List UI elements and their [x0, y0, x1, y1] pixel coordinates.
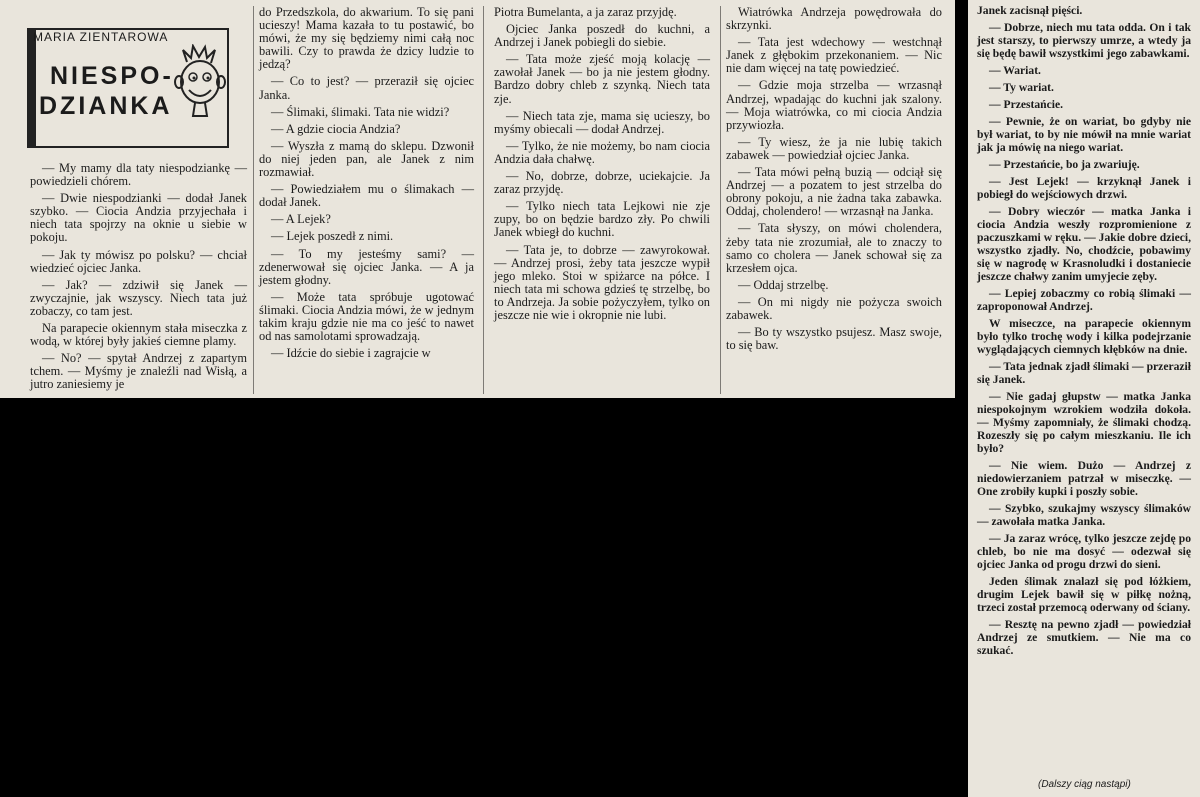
paragraph: Jeden ślimak znalazł się pod łóżkiem, drugim Lejek bawił się w piłkę nożną, trzeci został przemocą oderwany od ściany.	[977, 575, 1191, 614]
paragraph: — Tylko niech tata Lejkowi nie zje zupy, bo on będzie bardzo zły. Po chwili Janek wbiegł do kuchni.	[494, 199, 710, 240]
paragraph: — Jak? — zdziwił się Janek — zwyczajnie, jak wszyscy. Niech tata już zobaczy, co tam jest.	[30, 277, 247, 318]
paragraph: — Ślimaki, ślimaki. Tata nie widzi?	[271, 104, 450, 119]
paragraph: Wiatrówka Andrzeja powędrowała do skrzynki.	[726, 5, 942, 33]
paragraph: — Oddaj strzelbę.	[738, 277, 829, 292]
paragraph: — Ty wariat.	[989, 81, 1054, 94]
column-divider	[720, 6, 721, 394]
paragraph: — Jest Lejek! — krzyknął Janek i pobiegł do wejściowych drzwi.	[977, 175, 1191, 201]
text-column-1	[30, 162, 247, 396]
paragraph: — Lejek poszedł z nimi.	[271, 229, 394, 244]
text-column-5	[977, 4, 1191, 661]
paragraph: — Pewnie, że on wariat, bo gdyby nie był wariat, to by nie mówił na mnie wariat jak ja mówię na niego wariat.	[977, 115, 1191, 154]
text-column-4	[726, 6, 942, 356]
paragraph: — Idźcie do siebie i zagrajcie w	[271, 346, 431, 361]
paragraph: — Dobry wieczór — matka Janka i ciocia Andzia weszły rozpromienione z paczuszkami w ręku. — Jakie dobre dzieci, wszystko zjadły. No, chodźcie, pobawimy się w nagrodę w Krasnoludki i dostaniecie jeszcze chałwy zanim umyjecie zęby.	[977, 205, 1191, 283]
paragraph: — Ja zaraz wrócę, tylko jeszcze zejdę po chleb, bo nie ma dosyć — odezwał się ojciec Janka od progu drzwi do sieni.	[977, 532, 1191, 571]
paragraph: — Tata mówi pełną buzią — odciął się Andrzej — a pozatem to jest strzelba do obrony pokoju, a nie żadna taka zabawka. Oddaj, cholendero! — wrzasnął na Janka.	[726, 165, 942, 219]
paragraph: — No? — spytał Andrzej z zapartym tchem. — Myśmy je znaleźli nad Wisłą, a jutro zaniesiemy je	[30, 351, 247, 392]
paragraph: — Lepiej zobaczmy co robią ślimaki — zaproponował Andrzej.	[977, 287, 1191, 313]
continued-note: (Dalszy ciąg nastąpi)	[1038, 779, 1131, 790]
paragraph: — Przestańcie.	[989, 98, 1064, 111]
paragraph: W miseczce, na parapecie okiennym było tylko trochę wody i kilka podejrzanie wyglądających ciemnych kłębków na dnie.	[977, 317, 1191, 356]
paragraph: — Powiedziałem mu o ślimakach — dodał Janek.	[259, 182, 474, 210]
newspaper-page-main	[0, 0, 955, 398]
author-name: MARIA ZIENTAROWA	[33, 30, 169, 44]
paragraph: — A Lejek?	[271, 212, 331, 227]
paragraph: — A gdzie ciocia Andzia?	[271, 121, 401, 136]
story-title-line2: DZIANKA	[39, 92, 173, 120]
paragraph: — Tata je, to dobrze — zawyrokował. — Andrzej prosi, żeby tata jeszcze wypił jego mleko. Stoi w spiżarce na półce. I niech tata mi schowa gdzieś tę strzelbę, bo to Andrzeja. Ja sobie pożyczyłem, tylko on jeszcze nie wie i okropnie nie lubi.	[494, 242, 710, 322]
paragraph: — Szybko, szukajmy wszyscy ślimaków — zawołała matka Janka.	[977, 502, 1191, 528]
newspaper-page-continuation	[968, 0, 1200, 797]
paragraph: — Tata może zjeść moją kolację — zawołał Janek — bo ja nie jestem głodny. Bardzo dobry chleb z szynką. Niech tata zje.	[494, 52, 710, 106]
text-column-2	[259, 6, 474, 364]
paragraph: — Co to jest? — przeraził się ojciec Janka.	[259, 74, 474, 102]
paragraph: — Ty wiesz, że ja nie lubię takich zabawek — powiedział ojciec Janka.	[726, 134, 942, 162]
paragraph: Na parapecie okiennym stała miseczka z wodą, w której były jakieś ciemne plamy.	[30, 321, 247, 349]
paragraph: — Przestańcie, bo ja zwariuję.	[989, 158, 1140, 171]
column-divider	[253, 6, 254, 394]
paragraph: do Przedszkola, do akwarium. To się pani ucieszy! Mama kazała to tu postawić, bo mówi, że my się będziemy nimi całą noc bawili. Czy to prawda że dzicy ludzie to jedzą?	[259, 5, 474, 72]
story-title-line1: NIESPO-	[50, 62, 174, 90]
paragraph: — On mi nigdy nie pożycza swoich zabawek.	[726, 294, 942, 322]
text-column-3	[494, 6, 710, 326]
paragraph: — Wariat.	[989, 64, 1041, 77]
paragraph: — Wyszła z mamą do sklepu. Dzwonił do niej jeden pan, ale Janek z nim rozmawiał.	[259, 138, 474, 180]
paragraph: — No, dobrze, dobrze, uciekajcie. Ja zaraz przyjdę.	[494, 169, 710, 197]
paragraph: — Bo ty wszystko psujesz. Masz swoje, to się baw.	[726, 325, 942, 353]
paragraph: — Tylko, że nie możemy, bo nam ciocia Andzia dała chałwę.	[494, 138, 710, 166]
paragraph: — Niech tata zje, mama się ucieszy, bo myśmy obiecali — dodał Andrzej.	[494, 108, 710, 136]
paragraph: — My mamy dla taty niespodziankę — powiedzieli chórem.	[30, 161, 247, 189]
paragraph: — Gdzie moja strzelba — wrzasnął Andrzej, wpadając do kuchni jak szalony. — Moja wiatrówka, co mi ciocia Andzia przywiozła.	[726, 78, 942, 132]
paragraph: — Może tata spróbuje ugotować ślimaki. Ciocia Andzia mówi, że w jednym takim kraju gdzie nie ma co jeść to nawet od nas samolotami sprowadzają.	[259, 289, 474, 344]
paragraph: — Resztę na pewno zjadł — powiedział Andrzej ze smutkiem. — Nie ma co szukać.	[977, 618, 1191, 657]
paragraph: — Tata słyszy, on mówi cholendera, żeby tata nie zrozumiał, ale to znaczy to samo co cholera — Janek schował się za krzesłem ojca.	[726, 221, 942, 275]
story-header	[27, 28, 229, 148]
paragraph: Janek zacisnął pięści.	[977, 4, 1083, 17]
paragraph: Piotra Bumelanta, a ja zaraz przyjdę.	[494, 5, 677, 19]
paragraph: — Jak ty mówisz po polsku? — chciał wiedzieć ojciec Janka.	[30, 247, 247, 275]
paragraph: Ojciec Janka poszedł do kuchni, a Andrzej i Janek pobiegli do siebie.	[494, 22, 710, 50]
boy-face-illustration	[173, 44, 227, 124]
paragraph: — Tata jest wdechowy — westchnął Janek z głębokim przekonaniem. — Nic nie dam więcej na tatę powiedzieć.	[726, 35, 942, 76]
paragraph: — Tata jednak zjadł ślimaki — przeraził się Janek.	[977, 360, 1191, 386]
column-divider	[483, 6, 484, 394]
paragraph: — Dobrze, niech mu tata odda. On i tak jest starszy, to pierwszy umrze, a wtedy ja się będę bawił wszystkimi jego zabawkami.	[977, 21, 1191, 60]
paragraph: — To my jesteśmy sami? — zdenerwował się ojciec Janka. — A ja jestem głodny.	[259, 246, 474, 287]
paragraph: — Nie wiem. Dużo — Andrzej z niedowierzaniem patrzał w miseczkę. — One zrobiły kupki i poszły sobie.	[977, 459, 1191, 498]
paragraph: — Dwie niespodzianki — dodał Janek szybko. — Ciocia Andzia przyjechała i niech tata spojrzy na oknie u siebie w pokoju.	[30, 191, 247, 245]
paragraph: — Nie gadaj głupstw — matka Janka niespokojnym wzrokiem wodziła dokoła. — Myśmy zapomniały, że ślimaki chodzą. Rozeszły się po całym mieszkaniu. Ile ich było?	[977, 390, 1191, 455]
